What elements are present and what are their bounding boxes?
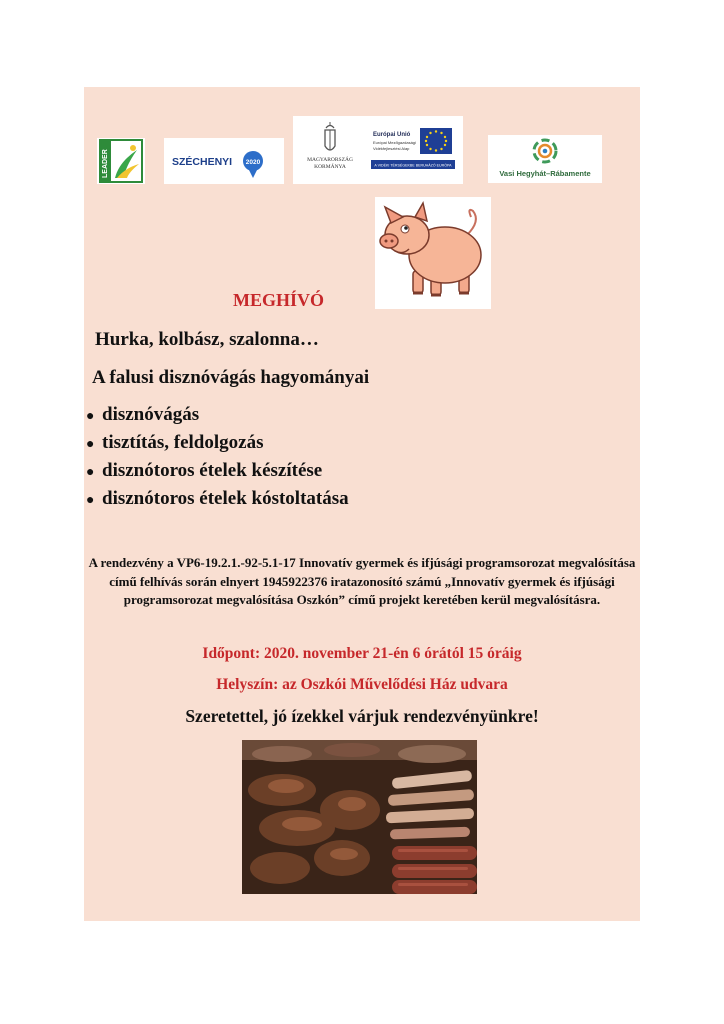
project-description: A rendezvény a VP6-19.2.1.-92-5.1-17 Innovatív gyermek és ifjúsági programsorozat megvalósítása című felhívás során elnyert 1945922376 iratazonosító számú „Innovatív gyermek és ifjúsági programsorozat megvalósítása Oszkón” című projekt keretében kerül megvalósításra. <box>88 555 636 607</box>
subtitle: A falusi disznóvágás hagyományai <box>92 367 370 388</box>
eu-line3: Vidékfejlesztési Alap <box>373 146 410 151</box>
leader-logo-text: LEADER <box>102 149 109 178</box>
invitation-title: MEGHÍVÓ <box>233 290 325 310</box>
szechenyi-logo-text: SZÉCHENYI <box>172 156 233 168</box>
hungarian-coat-of-arms-icon <box>325 122 335 150</box>
bullet-icon: ● <box>86 493 95 508</box>
pig-illustration <box>375 197 491 309</box>
greeting: Szeretettel, jó ízekkel várjuk rendezvényünkre! <box>185 706 539 726</box>
bullet-icon: ● <box>86 465 95 480</box>
szechenyi-2020-logo <box>164 138 284 184</box>
eu-flag-icon <box>420 128 452 154</box>
szechenyi-year-text: 2020 <box>245 159 261 166</box>
swirl-emblem-icon <box>534 140 556 162</box>
eu-government-logo <box>293 116 463 184</box>
list-item <box>86 460 349 488</box>
list-item <box>86 432 349 460</box>
headline: Hurka, kolbász, szalonna… <box>95 329 319 350</box>
event-location: Helyszín: az Oszkói Művelődési Ház udvara <box>216 676 508 693</box>
list-item <box>86 488 349 516</box>
grilled-meat-photo <box>242 740 477 894</box>
list-item-label: disznótoros ételek kóstoltatása <box>102 488 349 509</box>
program-list <box>86 404 349 516</box>
list-item-label: disznóvágás <box>102 404 200 425</box>
bullet-icon: ● <box>86 437 95 452</box>
list-item-label: tisztítás, feldolgozás <box>102 432 264 453</box>
vasi-hegyhat-rabamente-logo <box>488 135 602 183</box>
bullet-icon: ● <box>86 409 95 424</box>
list-item-label: disznótoros ételek készítése <box>102 460 323 481</box>
list-item <box>86 404 349 432</box>
kormany-line2: KORMÁNYA <box>314 164 346 170</box>
leader-logo <box>97 138 145 184</box>
eu-title: Európai Unió <box>373 132 411 138</box>
eu-line2: Európai Mezőgazdasági <box>373 140 416 145</box>
kormany-line1: MAGYARORSZÁG <box>307 157 353 163</box>
event-time: Időpont: 2020. november 21-én 6 órától 15 óráig <box>202 645 522 662</box>
vasi-logo-text: Vasi Hegyhát–Rábamente <box>499 169 591 178</box>
eu-banner: A VIDÉKI TÉRSÉGEKBE BERUHÁZÓ EURÓPA <box>374 163 452 168</box>
